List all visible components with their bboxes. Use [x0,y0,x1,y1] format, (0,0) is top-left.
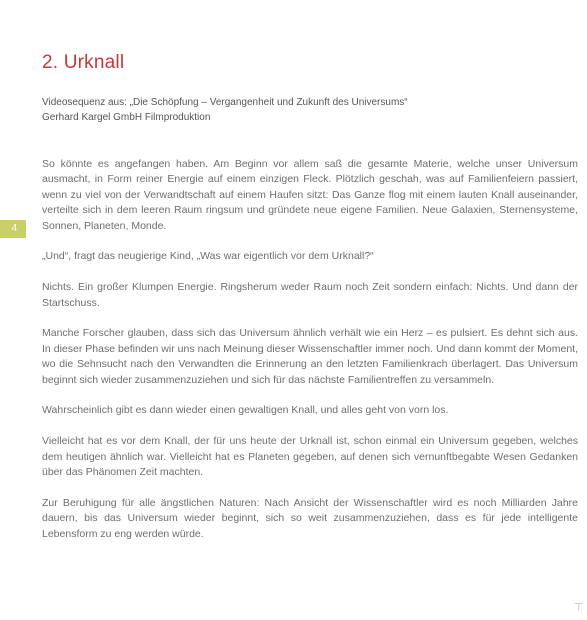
source-line-producer: Gerhard Kargel GmbH Filmproduktion [42,112,211,123]
source-line-video: Videosequenz aus: „Die Schöpfung – Vergangenheit und Zukunft des Universums“ [42,97,408,108]
paragraph-child-question: „Und“, fragt das neugierige Kind, „Was war eigentlich vor dem Urknall?“ [42,250,374,263]
source-citation [42,95,408,125]
paragraph-previous-universe: Vielleicht hat es vor dem Knall, der für uns heute der Urknall ist, schon einmal ein Universum gegeben, welches dem heutigen ähnlich war. Vielleicht hat es Planeten gegeben, auf denen sich vernunftbegabte Wesen Gedanken über das Phänomen Zeit machten. [42,435,578,479]
crop-mark: ⊤ [574,602,584,614]
paragraph-pulsating-universe: Manche Forscher glauben, dass sich das Universum ähnlich verhält wie ein Herz – es pulsiert. Es dehnt sich aus. In dieser Phase befinden wir uns nach Meinung dieser Wissenschaftler immer noch. Und dann kommt der Moment, wo die Sehnsucht nach den Verwandten die Erinnerung an den letzten Familienkrach überlagert. Das Universum beginnt sich wieder zusammenzuziehen und sich für das nächste Familientreffen zu versammeln. [42,327,578,386]
paragraph-big-bang-again: Wahrscheinlich gibt es dann wieder einen gewaltigen Knall, und alles geht von vorn los. [42,404,449,417]
paragraph-reassurance: Zur Beruhigung für alle ängstlichen Naturen: Nach Ansicht der Wissenschaftler wird es noch Milliarden Jahre dauern, bis das Universum wieder beginnt, sich so weit zusammenzuziehen, dass es für jede intelligente Lebensform zu eng werden würde. [42,496,578,540]
paragraph-nothing: Nichts. Ein großer Klumpen Energie. Ringsherum weder Raum noch Zeit sondern einfach: Nichts. Und dann der Startschuss. [42,281,578,309]
body-text [42,157,578,557]
page-title: 2. Urknall [42,52,125,73]
paragraph-beginning: So könnte es angefangen haben. Am Beginn vor allem saß die gesamte Materie, welche unser Universum ausmacht, in Form reiner Energie auf einem einzigen Fleck. Plötzlich geschah, was auf Familienfeiern passiert, wenn zu viel von der Verwandtschaft auf einem Haufen sitzt: Das Ganze flog mit einem lauten Knall auseinander, verteilte sich in dem leeren Raum ringsum und gründete neue eigene Familien. Neue Galaxien, Sternensysteme, Sonnen, Planeten, Monde. [42,158,578,232]
page-number-tab: 4 [0,220,26,238]
